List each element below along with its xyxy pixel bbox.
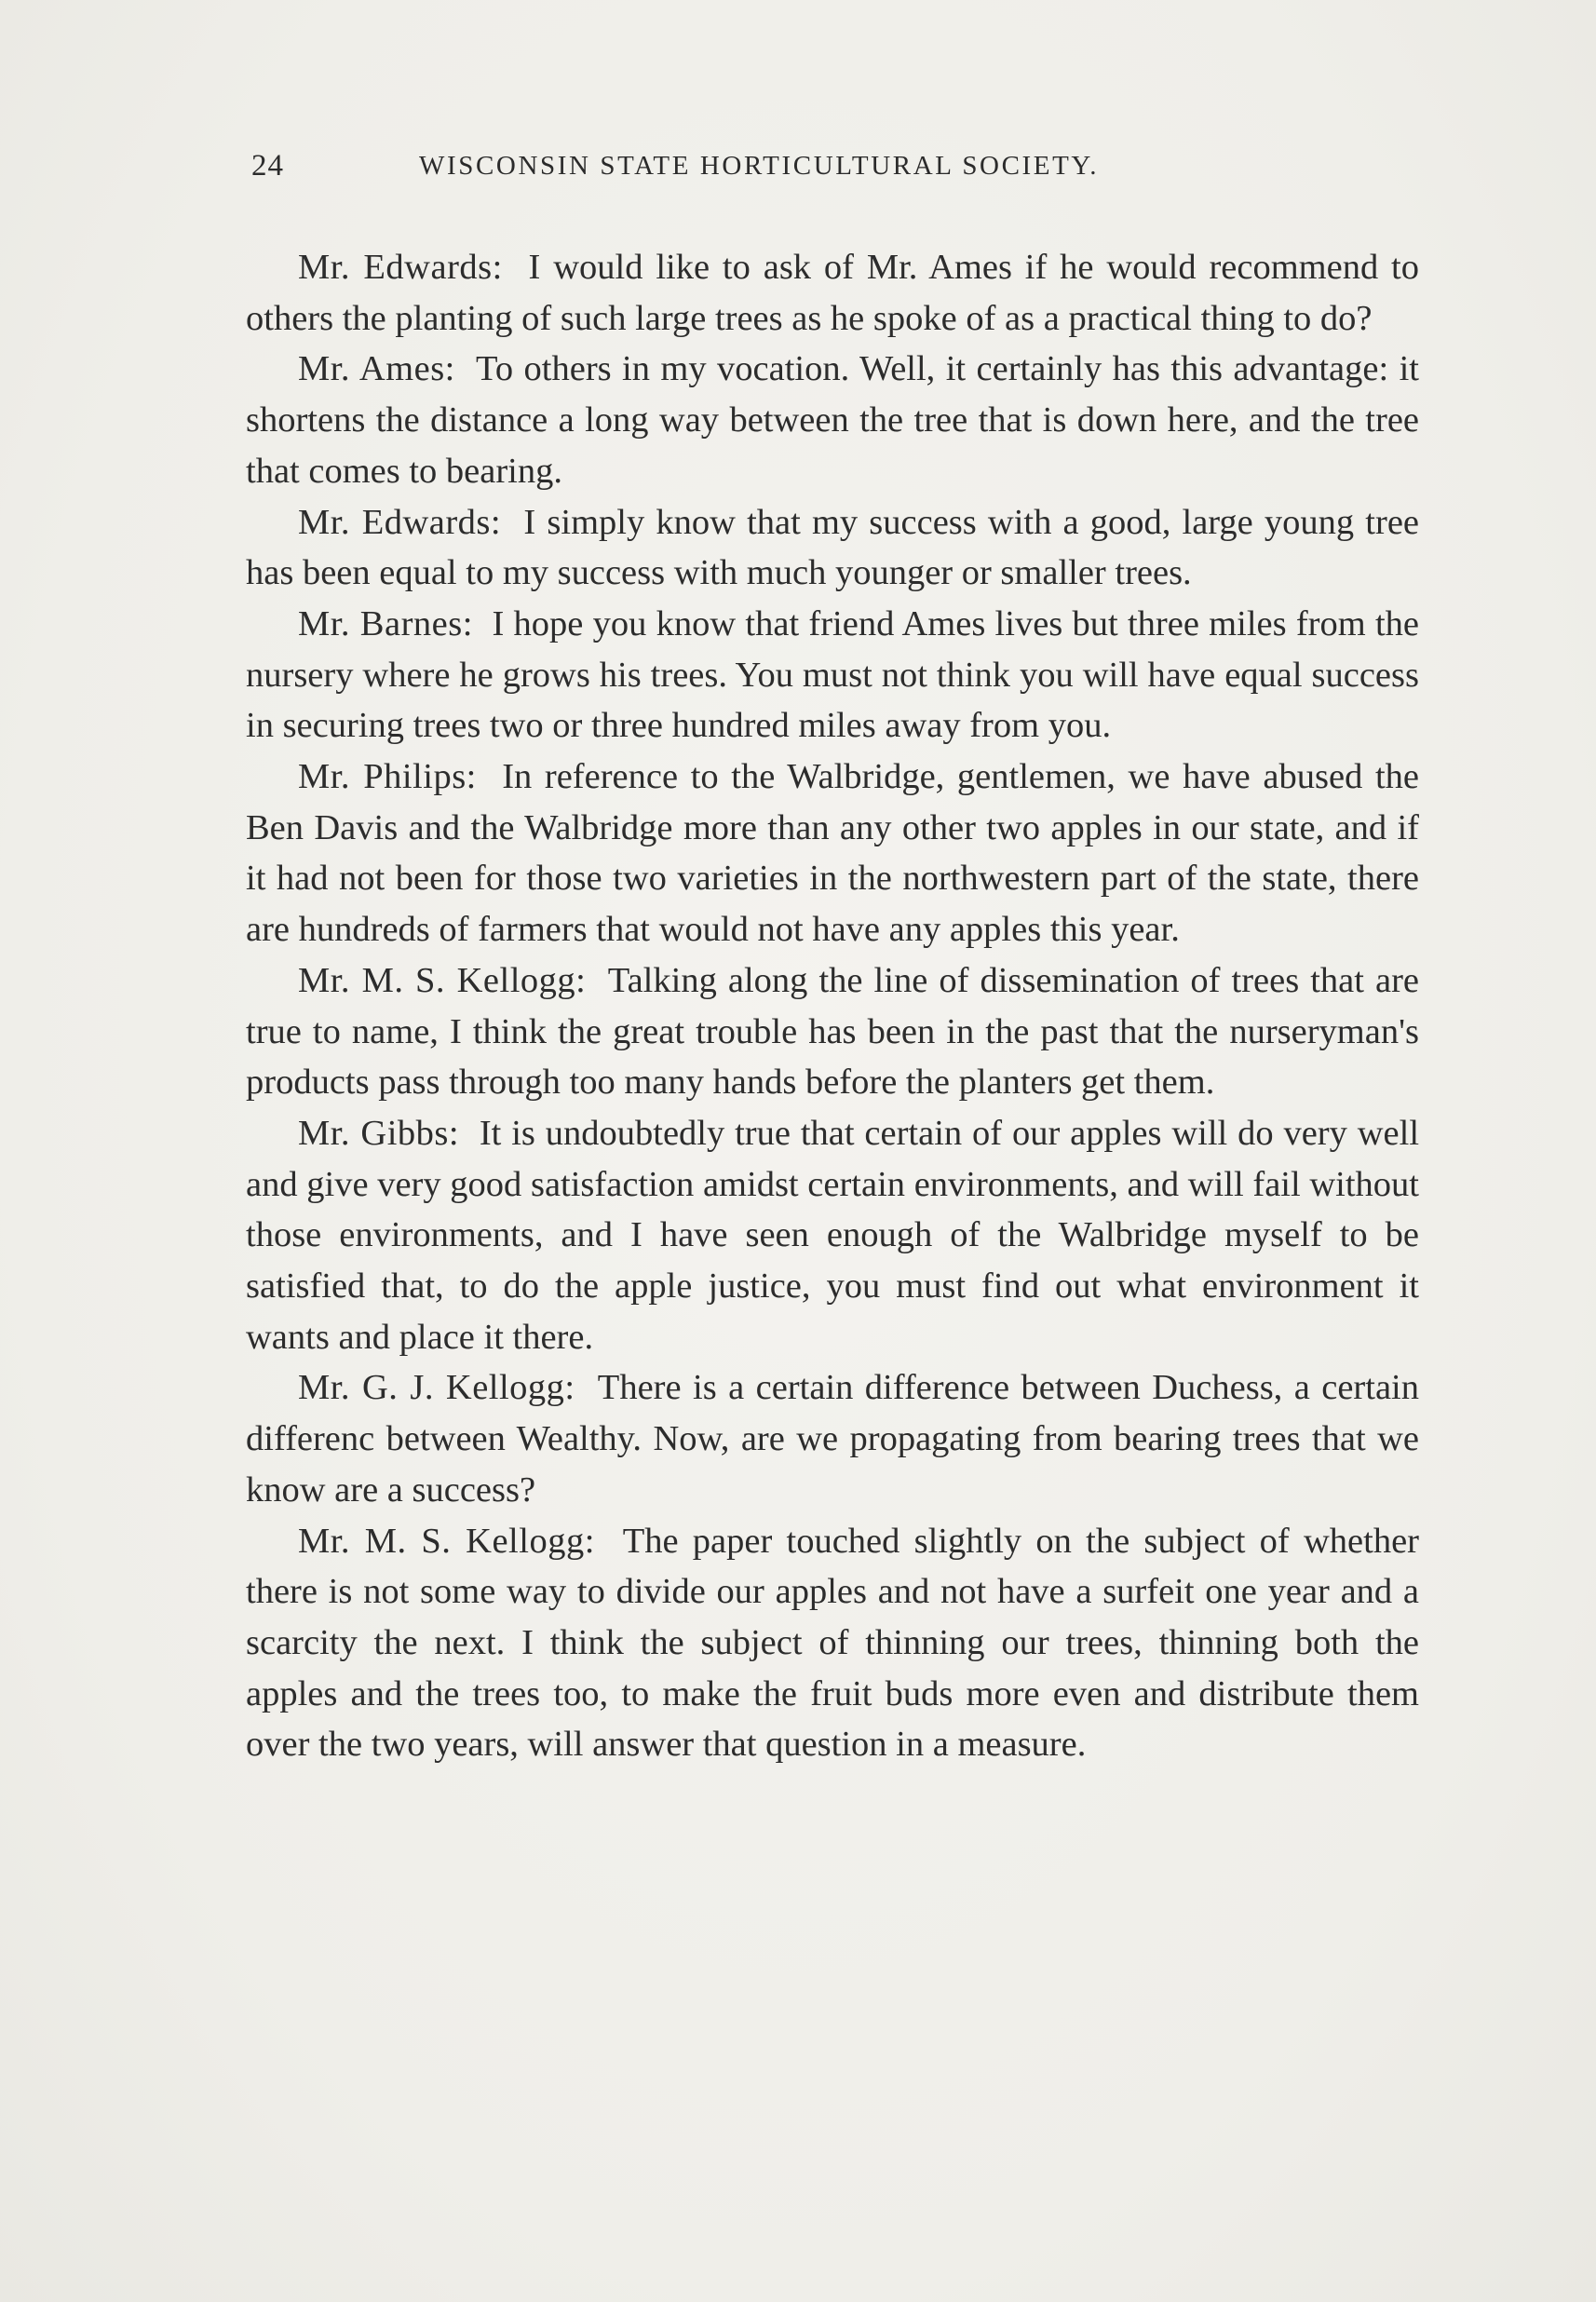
paragraph — [246, 344, 1419, 496]
speaker-name: Mr. Ames: — [298, 349, 455, 389]
body-text — [246, 242, 1419, 1770]
speaker-name: Mr. Gibbs: — [298, 1113, 460, 1153]
speaker-name: Mr. Barnes: — [298, 603, 473, 643]
paragraph — [246, 242, 1419, 344]
paragraph-text: Talking along the line of dissemination of trees that are true to name, I think the great trouble has been in the past that the nurseryman's products pass through too many hands before the planters get them. — [246, 960, 1420, 1103]
paragraph — [246, 599, 1419, 752]
paragraph — [246, 752, 1419, 955]
speaker-name: Mr. Philips: — [298, 757, 477, 797]
speaker-name: Mr. G. J. Kellogg: — [298, 1368, 575, 1408]
paragraph-text: The paper touched slightly on the subject of whether there is not some way to divide our apples and not have a surfeit one year and a scarcity the next. I think the subject of thinning our trees, thinning both the apples and the trees too, to make the fruit buds more even and distribute them over the two years, will answer that question in a measure. — [246, 1521, 1419, 1765]
paragraph-text: It is undoubtedly true that certain of our apples will do very well and give very good satisfaction amidst certain environments, and will fail without those environments, and I have seen enough of the Walbridge myself to be satisfied that, to do the apple justice, you must find out what environment it wants and place it there. — [246, 1113, 1420, 1357]
paragraph — [246, 497, 1419, 599]
paragraph — [246, 1108, 1419, 1363]
paragraph-text: I simply know that my success with a good, large young tree has been equal to my success with much younger or smaller trees. — [246, 502, 1419, 593]
page-number: 24 — [251, 149, 284, 183]
paragraph-text: I hope you know that friend Ames lives but three miles from the nursery where he grows his trees. You must not think you will have equal success in securing trees two or three hundred miles away from you. — [246, 603, 1419, 746]
paragraph-text: In reference to the Walbridge, gentlemen, we have abused the Ben Davis and the Walbridge more than any other two apples in our state, and if it had not been for those two varieties in the northwestern part of the state, there are hundreds of farmers that would not have any apples this year. — [246, 757, 1419, 950]
running-title: WISCONSIN STATE HORTICULTURAL SOCIETY. — [419, 151, 1100, 181]
paragraph — [246, 955, 1419, 1108]
speaker-name: Mr. Edwards: — [298, 502, 502, 542]
page-header — [251, 149, 1294, 196]
paragraph — [246, 1516, 1419, 1771]
speaker-name: Mr. Edwards: — [298, 248, 503, 287]
paragraph-text: To others in my vocation. Well, it certainly has this advantage: it shortens the distance a long way between the tree that is down here, and the tree that comes to bearing. — [246, 349, 1419, 491]
paragraph-text: There is a certain difference between Duchess, a certain differenc between Wealthy. Now, are we propagating from bearing trees that we know are a success? — [246, 1368, 1419, 1510]
paragraph-text: I would like to ask of Mr. Ames if he would recommend to others the planting of such large trees as he spoke of as a practical thing to do? — [246, 248, 1420, 338]
paragraph — [246, 1362, 1419, 1515]
speaker-name: Mr. M. S. Kellogg: — [298, 960, 587, 1000]
speaker-name: Mr. M. S. Kellogg: — [298, 1521, 595, 1561]
